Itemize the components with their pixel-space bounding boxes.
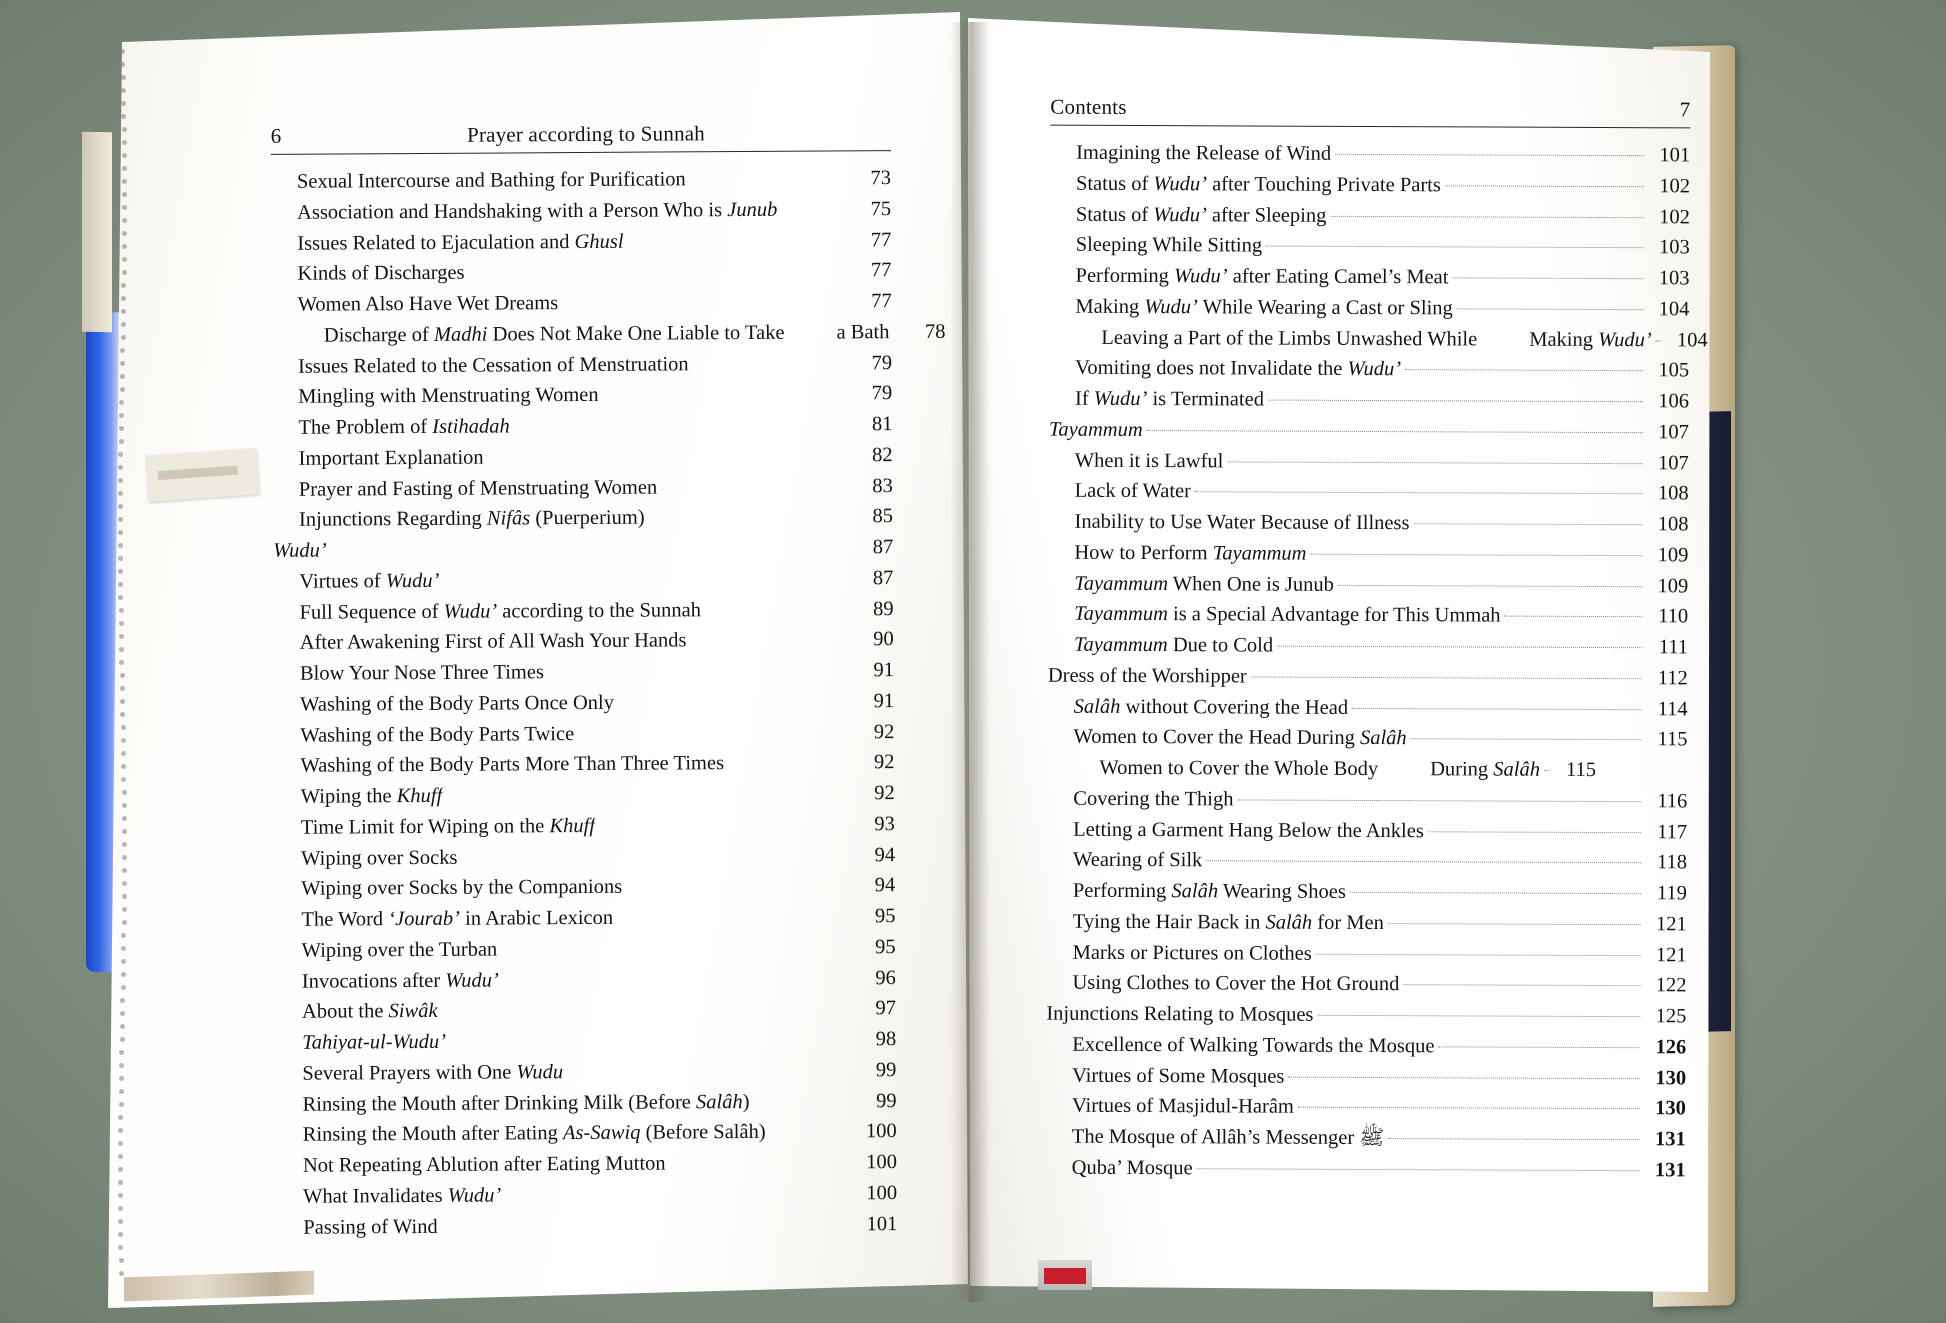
toc-leader-dots xyxy=(1288,1076,1640,1079)
toc-entry[interactable] xyxy=(1050,230,1690,264)
toc-leader-dots xyxy=(1227,461,1642,464)
toc-entry-page: 107 xyxy=(1658,421,1689,444)
toc-entry[interactable] xyxy=(1050,261,1690,295)
toc-entry-page: 108 xyxy=(1657,513,1689,536)
toc-entry-page: 121 xyxy=(1655,913,1687,936)
toc-entry-label: Washing of the Body Parts Once Only xyxy=(300,691,614,716)
toc-entry-page: 79 xyxy=(871,382,893,405)
toc-entry-label: Full Sequence of Wudu’ according to the Sunnah xyxy=(299,598,702,624)
toc-leader-dots xyxy=(1237,799,1641,802)
left-page-column xyxy=(270,120,946,1243)
toc-entry[interactable] xyxy=(1049,291,1689,325)
toc-leader-dots xyxy=(514,425,847,427)
toc-entry-label: Virtues of Wudu’ xyxy=(299,569,440,593)
toc-entry-page: 130 xyxy=(1655,1097,1687,1120)
toc-entry[interactable] xyxy=(275,840,895,875)
toc-entry-page: 94 xyxy=(874,843,896,866)
toc-entry-line2 xyxy=(1477,324,1708,356)
toc-entry[interactable] xyxy=(274,686,894,721)
toc-entry-label: Vomiting does not Invalidate the Wudu’ xyxy=(1075,356,1402,381)
toc-entry-page: 77 xyxy=(870,228,892,251)
toc-leader-dots xyxy=(1403,984,1640,986)
toc-entry-page: 116 xyxy=(1657,790,1688,813)
toc-leader-dots xyxy=(1388,1138,1640,1140)
toc-entry-label: Wudu’ xyxy=(273,539,327,562)
toc-entry-page: 126 xyxy=(1655,1036,1687,1059)
toc-leader-dots xyxy=(501,948,849,950)
right-page-header xyxy=(1050,95,1690,129)
toc-entry[interactable] xyxy=(1047,753,1687,787)
toc-entry-label: Tying the Hair Back in Salâh for Men xyxy=(1072,910,1384,934)
toc-entry-page: 106 xyxy=(1658,390,1690,413)
toc-entry[interactable] xyxy=(1046,968,1686,1002)
toc-leader-dots xyxy=(578,733,848,735)
toc-entry-label: Blow Your Nose Three Times xyxy=(299,661,544,685)
toc-leader-dots xyxy=(442,1225,852,1228)
toc-entry[interactable] xyxy=(275,778,895,813)
toc-entry-label: Association and Handshaking with a Person Who is Junub xyxy=(297,198,778,224)
toc-entry-line1 xyxy=(1047,753,1378,785)
toc-entry-page: 125 xyxy=(1655,1005,1687,1028)
toc-entry[interactable] xyxy=(271,255,891,290)
toc-entry-page: 100 xyxy=(866,1181,898,1205)
toc-entry[interactable] xyxy=(272,286,892,321)
toc-leader-dots xyxy=(1405,369,1643,371)
toc-entry-page: 91 xyxy=(873,659,895,682)
toc-entry-page: 122 xyxy=(1655,974,1687,997)
toc-leader-dots xyxy=(488,456,847,458)
toc-entry-page: 89 xyxy=(872,597,894,620)
toc-entry[interactable] xyxy=(271,194,891,229)
toc-entry[interactable] xyxy=(1048,568,1688,602)
toc-entry-label: Letting a Garment Hang Below the Ankles xyxy=(1073,818,1424,842)
toc-entry-label: Discharge of Madhi Does Not Make One Liable to Take xyxy=(323,321,785,347)
toc-entry-page: 87 xyxy=(872,536,894,559)
toc-entry-label: Invocations after Wudu’ xyxy=(301,969,499,993)
toc-entry[interactable] xyxy=(1046,999,1686,1033)
toc-entry-line1 xyxy=(1049,322,1477,355)
toc-entry-label: After Awakening First of All Wash Your Hands xyxy=(299,629,687,654)
toc-entry-page: 117 xyxy=(1657,820,1688,843)
toc-entry-page: 90 xyxy=(873,628,894,651)
toc-entry-page: 119 xyxy=(1656,882,1687,905)
toc-entry-label: Rinsing the Mouth after Drinking Milk (Before Salâh) xyxy=(302,1090,750,1116)
toc-leader-dots xyxy=(505,1194,851,1196)
toc-leader-dots xyxy=(548,671,848,673)
toc-entry[interactable] xyxy=(274,717,894,752)
toc-leader-dots xyxy=(1330,215,1643,217)
toc-leader-dots xyxy=(1505,616,1643,618)
toc-entry[interactable] xyxy=(273,594,893,629)
toc-entry-label: Tayammum xyxy=(1048,418,1143,441)
toc-entry-page: 112 xyxy=(1657,667,1688,690)
toc-entry-page: 105 xyxy=(1658,359,1690,382)
toc-leader-dots xyxy=(1277,646,1642,649)
toc-entry[interactable] xyxy=(276,932,896,967)
toc-entry-label: a Bath xyxy=(836,320,890,344)
toc-entry-label: Washing of the Body Parts Twice xyxy=(300,722,575,747)
toc-entry[interactable] xyxy=(272,317,946,352)
toc-entry[interactable] xyxy=(272,378,892,413)
page-content xyxy=(108,12,1848,1312)
toc-entry-page: 98 xyxy=(875,1028,897,1051)
toc-entry[interactable] xyxy=(1047,845,1687,879)
toc-entry-label: Passing of Wind xyxy=(303,1215,438,1239)
toc-leader-dots xyxy=(1316,953,1641,955)
toc-entry[interactable] xyxy=(277,1147,897,1182)
toc-entry-label: Issues Related to Ejaculation and Ghusl xyxy=(297,230,624,255)
toc-entry[interactable] xyxy=(1048,722,1688,756)
toc-leader-dots xyxy=(1438,1046,1640,1048)
toc-entry-label: Wiping over Socks by the Companions xyxy=(301,876,623,900)
toc-entry-label: The Problem of Istihadah xyxy=(298,415,510,439)
toc-leader-dots xyxy=(617,917,849,918)
toc-entry-label: What Invalidates Wudu’ xyxy=(303,1184,502,1208)
toc-entry-page: 77 xyxy=(870,259,892,282)
toc-leader-dots xyxy=(690,641,847,642)
toc-leader-dots xyxy=(1452,277,1643,279)
toc-entry[interactable] xyxy=(273,440,893,475)
toc-entry[interactable] xyxy=(276,1024,896,1059)
right-page-column xyxy=(1046,94,1708,1186)
toc-leader-dots xyxy=(567,1071,850,1073)
toc-entry[interactable] xyxy=(1046,1122,1686,1156)
toc-leader-dots xyxy=(1195,491,1643,494)
toc-entry[interactable] xyxy=(1046,1029,1686,1063)
toc-leader-dots xyxy=(1544,770,1550,771)
toc-entry-page: 101 xyxy=(866,1212,898,1235)
toc-entry[interactable] xyxy=(1050,199,1690,233)
toc-leader-dots xyxy=(693,364,846,365)
toc-entry-page: 91 xyxy=(873,689,895,712)
toc-entry-page: 95 xyxy=(874,905,896,928)
toc-entry-page: 97 xyxy=(875,997,897,1020)
toc-leader-dots xyxy=(1414,523,1643,525)
toc-entry[interactable] xyxy=(275,901,895,936)
toc-entry[interactable] xyxy=(273,563,893,598)
toc-leader-dots xyxy=(1317,1015,1640,1017)
toc-entry-page: 95 xyxy=(875,935,896,958)
toc-leader-dots xyxy=(1147,430,1643,433)
toc-entry-label: Dress of the Worshipper xyxy=(1047,664,1247,688)
toc-entry-page: 79 xyxy=(871,351,893,374)
toc-entry-page: 109 xyxy=(1657,544,1689,567)
toc-entry-page: 110 xyxy=(1658,605,1689,628)
toc-entry[interactable] xyxy=(1047,876,1687,910)
toc-entry-label: Women Also Have Wet Dreams xyxy=(297,292,559,316)
toc-entry-page: 104 xyxy=(1676,328,1708,351)
toc-entry-label: Making Wudu’ While Wearing a Cast or Sling xyxy=(1075,295,1453,320)
right-page-number: 7 xyxy=(1679,97,1691,122)
toc-entry-page: 73 xyxy=(870,167,891,190)
toc-entry-page: 118 xyxy=(1656,851,1688,874)
toc-entry[interactable] xyxy=(272,348,892,383)
toc-leader-dots xyxy=(628,241,846,242)
toc-entry[interactable] xyxy=(1049,414,1689,448)
toc-entry[interactable] xyxy=(1047,814,1687,848)
toc-entry-label: Issues Related to the Cessation of Menstruation xyxy=(298,352,689,378)
toc-entry[interactable] xyxy=(271,225,891,260)
toc-entry[interactable] xyxy=(275,870,895,905)
toc-entry-label: Rinsing the Mouth after Eating As-Sawiq (Before Salâh) xyxy=(302,1121,766,1146)
toc-entry-page: 103 xyxy=(1658,236,1690,259)
toc-leader-dots xyxy=(1411,738,1642,740)
toc-entry[interactable] xyxy=(1049,476,1689,510)
toc-entry[interactable] xyxy=(276,993,896,1028)
toc-entry[interactable] xyxy=(277,1209,897,1244)
toc-entry-label: Tayammum is a Special Advantage for This Ummah xyxy=(1074,602,1501,627)
toc-entry[interactable] xyxy=(1047,906,1687,940)
toc-entry-label: Salâh without Covering the Head xyxy=(1073,695,1349,719)
toc-leader-dots xyxy=(562,302,846,304)
toc-leader-dots xyxy=(1266,246,1644,249)
toc-entry[interactable] xyxy=(1048,537,1688,571)
toc-entry[interactable] xyxy=(1050,138,1690,172)
toc-entry-label: If Wudu’ is Terminated xyxy=(1075,387,1265,411)
toc-entry[interactable] xyxy=(1050,168,1690,202)
toc-entry[interactable] xyxy=(1048,630,1688,664)
toc-entry-label: Virtues of Some Mosques xyxy=(1072,1064,1285,1088)
toc-entry-label: The Mosque of Allâh’s Messenger ﷺ xyxy=(1071,1125,1385,1150)
toc-entry-page: 121 xyxy=(1655,943,1687,966)
toc-entry-page: 85 xyxy=(872,505,894,528)
toc-entry-page: 107 xyxy=(1657,451,1689,474)
toc-entry-page: 114 xyxy=(1657,697,1688,720)
toc-entry[interactable] xyxy=(274,655,894,690)
toc-entry-page: 115 xyxy=(1657,728,1688,751)
toc-entry-label: How to Perform Tayammum xyxy=(1074,541,1307,565)
toc-entry[interactable] xyxy=(1047,937,1687,971)
toc-entry-page: 83 xyxy=(872,474,893,497)
toc-leader-dots xyxy=(1352,707,1642,709)
toc-entry[interactable] xyxy=(273,501,893,536)
toc-entry[interactable] xyxy=(274,624,894,659)
toc-entry-label: Wearing of Silk xyxy=(1072,848,1203,872)
toc-entry-label: Imagining the Release of Wind xyxy=(1076,141,1332,165)
toc-leader-dots xyxy=(450,1040,850,1042)
toc-entry-label: Prayer and Fasting of Menstruating Women xyxy=(298,476,658,501)
toc-leader-dots xyxy=(618,702,848,703)
toc-entry[interactable] xyxy=(1049,322,1708,356)
toc-leader-dots xyxy=(1197,1168,1640,1171)
toc-entry-label: Women to Cover the Head During Salâh xyxy=(1073,725,1407,750)
toc-entry-label: Kinds of Discharges xyxy=(297,261,465,285)
toc-entry[interactable] xyxy=(1048,691,1688,725)
toc-leader-dots xyxy=(626,887,849,888)
toc-entry-page: 99 xyxy=(875,1058,897,1081)
toc-entry-page: 109 xyxy=(1657,574,1689,597)
toc-entry-page: 77 xyxy=(871,290,892,313)
toc-list-left xyxy=(271,163,946,1243)
toc-entry-label: Performing Salâh Wearing Shoes xyxy=(1072,879,1346,903)
toc-entry-page: 96 xyxy=(875,966,896,989)
toc-entry-label: When it is Lawful xyxy=(1074,449,1224,472)
toc-leader-dots xyxy=(503,979,850,981)
toc-leader-dots xyxy=(1298,1107,1640,1109)
toc-entry-page: 130 xyxy=(1655,1066,1687,1089)
toc-entry[interactable] xyxy=(276,963,896,998)
toc-entry-label: Leaving a Part of the Limbs Unwashed While xyxy=(1101,326,1478,350)
toc-leader-dots xyxy=(446,794,848,796)
toc-entry[interactable] xyxy=(1049,384,1689,418)
toc-entry-label: Status of Wudu’ after Sleeping xyxy=(1075,203,1327,227)
toc-entry-page: 75 xyxy=(870,197,892,220)
toc-leader-dots xyxy=(1457,308,1644,310)
toc-entry-label: Wiping over Socks xyxy=(301,846,458,870)
toc-entry-label: Excellence of Walking Towards the Mosque xyxy=(1072,1033,1435,1058)
toc-entry[interactable] xyxy=(272,409,892,444)
toc-entry-label: Using Clothes to Cover the Hot Ground xyxy=(1072,971,1400,996)
toc-entry-label: Quba’ Mosque xyxy=(1071,1156,1193,1179)
toc-list-right xyxy=(1046,138,1708,1186)
toc-entry-label: Washing of the Body Parts More Than Three Times xyxy=(300,752,725,777)
toc-leader-dots xyxy=(469,272,846,274)
running-head-right: Contents xyxy=(1050,94,1127,119)
toc-entry-label: Wiping over the Turban xyxy=(301,938,498,962)
toc-entry-label: Time Limit for Wiping on the Khuff xyxy=(300,814,596,839)
toc-entry-label: Injunctions Regarding Nifâs (Puerperium) xyxy=(298,506,645,531)
toc-entry-page: 100 xyxy=(866,1151,898,1174)
toc-leader-dots xyxy=(1335,154,1644,156)
toc-entry-label: About the Siwâk xyxy=(301,1000,438,1023)
toc-entry-page: 82 xyxy=(872,443,893,466)
toc-entry-label: Injunctions Relating to Mosques xyxy=(1046,1002,1314,1026)
toc-leader-dots xyxy=(443,579,847,581)
toc-entry[interactable] xyxy=(273,532,893,567)
toc-entry-label: Performing Wudu’ after Eating Camel’s Meat xyxy=(1075,264,1449,289)
toc-entry-label: Sleeping While Sitting xyxy=(1075,233,1263,257)
toc-entry-page: 92 xyxy=(874,782,895,805)
toc-entry[interactable] xyxy=(1048,660,1688,694)
toc-entry[interactable] xyxy=(1048,599,1688,633)
toc-entry-label: Sexual Intercourse and Bathing for Purification xyxy=(296,168,686,193)
toc-entry[interactable] xyxy=(1046,1152,1686,1186)
toc-entry[interactable] xyxy=(274,747,894,782)
toc-entry-label: Tahiyat-ul-Wudu’ xyxy=(302,1030,447,1054)
toc-entry[interactable] xyxy=(276,1055,896,1090)
toc-entry-page: 99 xyxy=(875,1089,897,1112)
toc-entry-page: 93 xyxy=(874,812,895,835)
toc-entry-label: Not Repeating Ablution after Eating Mutton xyxy=(302,1152,666,1177)
toc-entry[interactable] xyxy=(1046,1060,1686,1094)
toc-entry-page: 87 xyxy=(872,566,894,589)
toc-leader-dots xyxy=(1428,831,1641,833)
toc-entry-line2 xyxy=(1378,754,1596,786)
toc-entry[interactable] xyxy=(1049,445,1689,479)
toc-leader-dots xyxy=(1338,584,1642,586)
toc-entry-page: 94 xyxy=(874,874,896,897)
toc-entry-line1 xyxy=(272,318,785,352)
toc-entry-page: 102 xyxy=(1659,205,1690,228)
toc-entry-label: Tayammum Due to Cold xyxy=(1073,633,1274,657)
toc-entry-page: 78 xyxy=(924,320,946,343)
toc-entry-label: Tayammum When One is Junub xyxy=(1074,572,1334,596)
toc-leader-dots xyxy=(1350,892,1641,894)
running-head-left: Prayer according to Sunnah xyxy=(466,121,706,147)
toc-entry-label: During Salâh xyxy=(1430,758,1541,781)
toc-entry[interactable] xyxy=(273,471,893,506)
toc-entry-label: Virtues of Masjidul-Harâm xyxy=(1071,1094,1294,1118)
toc-entry-label: Marks or Pictures on Clothes xyxy=(1072,941,1312,965)
toc-entry-label: Inability to Use Water Because of Illness xyxy=(1074,510,1410,535)
toc-entry-label: Covering the Thigh xyxy=(1073,787,1234,811)
toc-entry-page: 131 xyxy=(1654,1159,1686,1182)
toc-entry-label: Women to Cover the Whole Body xyxy=(1099,756,1379,781)
toc-entry-label: Several Prayers with One Wudu xyxy=(302,1060,564,1085)
toc-leader-dots xyxy=(670,1163,851,1164)
toc-entry-line2 xyxy=(784,317,945,349)
left-page-number: 6 xyxy=(270,123,282,148)
left-page-header xyxy=(271,120,891,155)
toc-entry[interactable] xyxy=(1049,353,1689,387)
toc-entry[interactable] xyxy=(277,1116,897,1151)
toc-entry[interactable] xyxy=(1047,783,1687,817)
toc-leader-dots xyxy=(690,179,845,180)
toc-leader-dots xyxy=(442,1010,850,1012)
toc-entry[interactable] xyxy=(1046,1091,1686,1125)
toc-leader-dots xyxy=(728,764,848,765)
toc-entry-label: Status of Wudu’ after Touching Private Parts xyxy=(1075,172,1441,197)
toc-leader-dots xyxy=(603,395,847,396)
toc-leader-dots xyxy=(1311,553,1643,555)
toc-leader-dots xyxy=(599,825,849,827)
toc-entry-page: 100 xyxy=(865,1120,897,1143)
toc-entry-page: 131 xyxy=(1655,1128,1686,1151)
toc-leader-dots xyxy=(754,1102,851,1103)
toc-leader-dots xyxy=(1251,676,1642,679)
toc-entry-label: Mingling with Menstruating Women xyxy=(298,384,599,408)
toc-entry-page: 102 xyxy=(1659,175,1691,198)
toc-entry-page: 111 xyxy=(1658,636,1689,659)
toc-leader-dots xyxy=(1268,400,1643,403)
toc-entry-label: The Word ‘Jourab’ in Arabic Lexicon xyxy=(301,906,614,931)
toc-entry-page: 103 xyxy=(1658,267,1690,290)
toc-entry-page: 92 xyxy=(873,751,895,774)
toc-leader-dots xyxy=(1445,185,1644,187)
toc-entry-page: 115 xyxy=(1565,758,1597,781)
toc-entry-label: Wiping the Khuff xyxy=(300,784,443,808)
toc-leader-dots xyxy=(461,856,849,858)
toc-entry-label: Important Explanation xyxy=(298,446,484,470)
toc-leader-dots xyxy=(331,548,847,551)
toc-entry-label: Making Wudu’ xyxy=(1529,328,1652,351)
toc-entry[interactable] xyxy=(275,809,895,844)
toc-entry-page: 108 xyxy=(1657,482,1689,505)
toc-entry-label: Lack of Water xyxy=(1074,479,1192,503)
toc-entry[interactable] xyxy=(277,1178,897,1213)
toc-leader-dots xyxy=(661,487,847,488)
toc-entry-page: 101 xyxy=(1659,144,1691,167)
toc-entry-page: 104 xyxy=(1658,298,1690,321)
toc-leader-dots xyxy=(705,610,848,611)
toc-leader-dots xyxy=(1206,861,1641,864)
toc-entry[interactable] xyxy=(276,1086,896,1121)
toc-entry[interactable] xyxy=(1048,507,1688,541)
toc-entry-page: 92 xyxy=(873,720,895,743)
toc-leader-dots xyxy=(1656,340,1662,341)
toc-entry[interactable] xyxy=(271,163,891,198)
toc-entry-page: 81 xyxy=(871,413,893,436)
open-book xyxy=(108,12,1848,1312)
toc-leader-dots xyxy=(1388,923,1641,925)
toc-leader-dots xyxy=(649,518,847,519)
